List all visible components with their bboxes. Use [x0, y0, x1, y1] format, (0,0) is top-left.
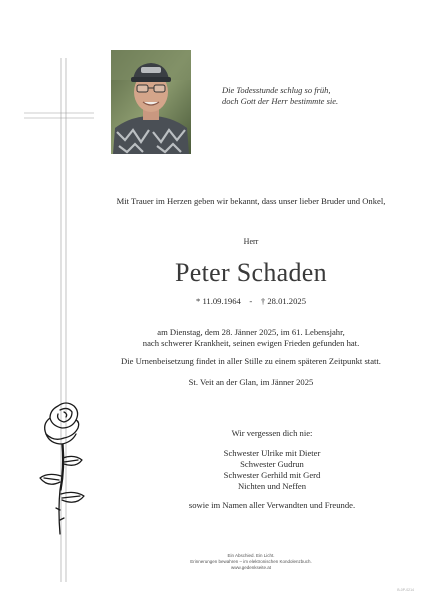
- document-code: B-0P-0214: [397, 588, 414, 592]
- relative-item: Schwester Gudrun: [240, 459, 304, 469]
- death-message-line-1: am Dienstag, dem 28. Jänner 2025, im 61. Lebensjahr,: [157, 327, 345, 337]
- relative-item: Schwester Gerhild mit Gerd: [223, 470, 321, 480]
- quote: [222, 85, 412, 107]
- urn-notice: Die Urnenbeisetzung findet in aller Stille zu einem späteren Zeitpunkt statt.: [121, 356, 381, 366]
- relatives-list: [120, 448, 424, 492]
- remembrance-heading: Wir vergessen dich nie:: [231, 428, 313, 438]
- portrait-image: [111, 50, 191, 154]
- birth-date: * 11.09.1964: [196, 296, 241, 306]
- quote-line-2: doch Gott der Herr bestimmte sie.: [222, 96, 339, 106]
- honorific: Herr: [243, 237, 259, 246]
- portrait-photo: [111, 50, 191, 154]
- quote-line-1: Die Todesstunde schlug so früh,: [222, 85, 331, 95]
- rose-illustration: [38, 398, 88, 540]
- place-date: St. Veit an der Glan, im Jänner 2025: [188, 377, 314, 387]
- footer-line-2: Erinnerungen bewahren – im elektronischen Kondolenzbuch.: [190, 559, 312, 564]
- date-separator: -: [249, 296, 253, 306]
- relative-item: Nichten und Neffen: [237, 481, 307, 491]
- all-relatives-line: sowie im Namen aller Verwandten und Freunde.: [188, 500, 356, 510]
- relative-item: Schwester Ulrike mit Dieter: [223, 448, 321, 458]
- death-date: † 28.01.2025: [260, 296, 306, 306]
- footer: [78, 553, 424, 571]
- intro-text: Mit Trauer im Herzen geben wir bekannt, dass unser lieber Bruder und Onkel,: [116, 196, 386, 206]
- deceased-name: Peter Schaden: [175, 258, 327, 287]
- life-dates: [78, 296, 424, 306]
- footer-url: www.gedenkseite.at: [230, 565, 272, 570]
- footer-line-1: Ein Abschied. Ein Licht.: [227, 553, 275, 558]
- death-message: [78, 327, 424, 349]
- death-message-line-2: nach schwerer Krankheit, seinen ewigen Frieden gefunden hat.: [142, 338, 360, 348]
